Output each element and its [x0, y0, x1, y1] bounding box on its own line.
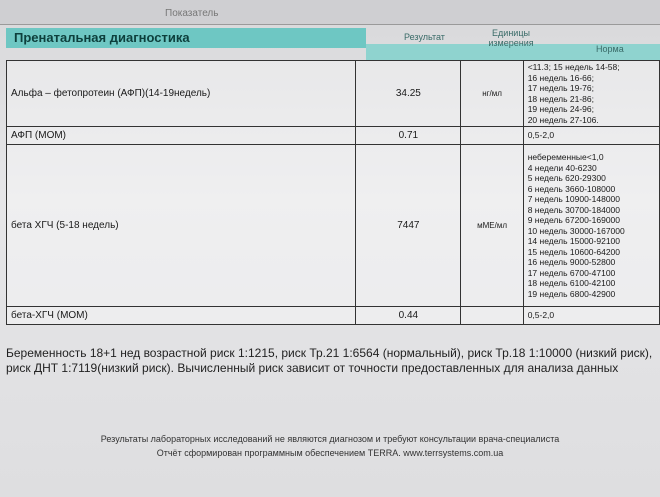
- norm-line: 20 недель 27-106.: [527, 114, 599, 125]
- footer-generator: Отчёт сформирован программным обеспечением TERRA. www.terrsystems.com.ua: [156, 448, 504, 458]
- norm-line: 18 недель 21-86;: [527, 93, 594, 104]
- header-unit: Единицы измерения: [488, 28, 534, 48]
- norm-line: 9 недель 67200-169000: [527, 215, 620, 225]
- table-row: [7, 61, 660, 127]
- row-norm: [523, 127, 659, 145]
- header-result: Результат: [404, 32, 445, 42]
- table-header: [0, 0, 660, 25]
- norm-line: 6 недель 3660-108000: [527, 183, 616, 194]
- norm-line: 5 недель 620-29300: [527, 173, 606, 183]
- header-param: Показатель: [165, 8, 219, 19]
- norm-line: 15 недель 10600-64200: [527, 246, 620, 257]
- row-unit: нг/мл: [461, 61, 523, 127]
- norm-line: 8 недель 30700-184000: [527, 204, 620, 215]
- row-result: 34.25: [356, 61, 461, 127]
- norm-line: 10 недель 30000-167000: [527, 225, 625, 236]
- section-header: [6, 24, 660, 58]
- norm-line: 18 недель 6100-42100: [527, 278, 616, 288]
- norm-line: 4 недели 40-6230: [527, 162, 597, 173]
- norm-line: 7 недель 10900-148000: [527, 194, 620, 204]
- results-table: [6, 60, 660, 325]
- risk-note: Беременность 18+1 нед возрастной риск 1:1215, риск Тр.21 1:6564 (нормальный), риск Тр.18 1:10000 (низкий риск), риск ДНТ 1:7119(низкий риск). Вычисленный риск зависит от точности предоставленных для анализа данных: [6, 346, 653, 375]
- norm-line: 19 недель 6800-42900: [527, 288, 616, 299]
- row-unit: [461, 127, 523, 145]
- norm-line: 0,5-2,0: [527, 130, 555, 141]
- footer: [0, 432, 660, 460]
- header-norm: Норма: [596, 44, 624, 54]
- row-unit: [461, 307, 523, 325]
- row-name: Альфа – фетопротеин (АФП)(14-19недель): [7, 61, 356, 127]
- row-norm: [523, 145, 659, 307]
- row-result: 0.71: [356, 127, 461, 145]
- row-name: бета-ХГЧ (МОМ): [7, 307, 356, 325]
- norm-line: 19 недель 24-96;: [527, 104, 594, 114]
- row-result: 0.44: [356, 307, 461, 325]
- row-name: бета ХГЧ (5-18 недель): [7, 145, 356, 307]
- table-row: [7, 145, 660, 307]
- row-norm: [523, 61, 659, 127]
- norm-line: 16 недель 9000-52800: [527, 257, 616, 267]
- table-row: [7, 307, 660, 325]
- row-unit: мМЕ/мл: [461, 145, 523, 307]
- row-name: АФП (МОМ): [7, 127, 356, 145]
- norm-line: 0,5-2,0: [527, 310, 555, 321]
- norm-line: 14 недель 15000-92100: [527, 236, 620, 246]
- norm-line: <11.3; 15 недель 14-58;: [527, 62, 620, 72]
- section-title: Пренатальная диагностика: [14, 30, 190, 45]
- norm-line: 16 недель 16-66;: [527, 72, 594, 83]
- row-result: 7447: [356, 145, 461, 307]
- norm-line: 17 недель 19-76;: [527, 83, 594, 93]
- norm-line: небеременные<1,0: [527, 152, 604, 162]
- footer-disclaimer: Результаты лабораторных исследований не являются диагнозом и требуют консультации врача-специалиста: [100, 434, 560, 444]
- table-row: [7, 127, 660, 145]
- row-norm: [523, 307, 659, 325]
- norm-line: 17 недель 6700-47100: [527, 267, 616, 278]
